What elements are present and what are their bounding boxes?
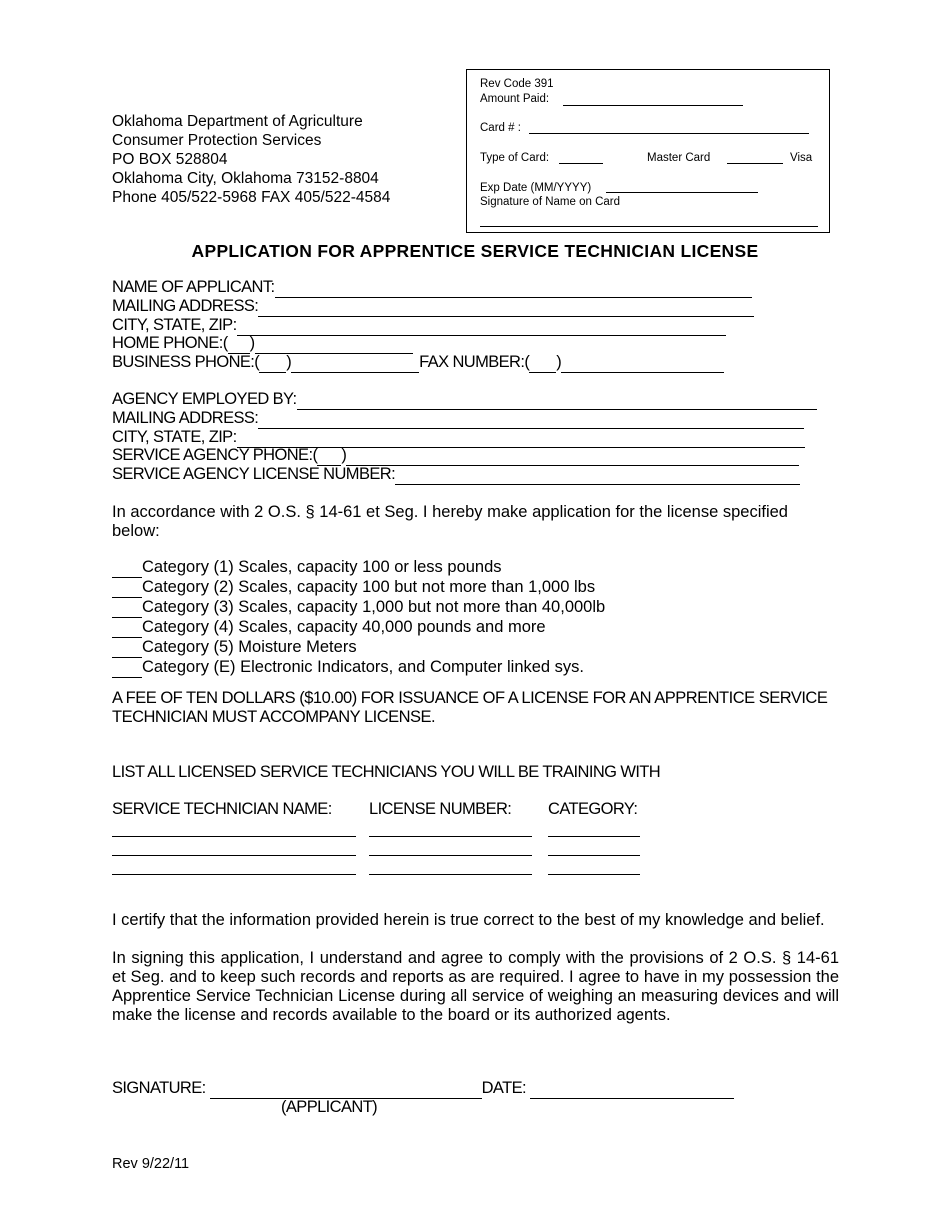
fax-area-code[interactable] (529, 353, 556, 373)
business-phone-label: BUSINESS PHONE: (112, 353, 255, 371)
tech-col-category: CATEGORY: (548, 800, 638, 818)
agency-license-label: SERVICE AGENCY LICENSE NUMBER: (112, 465, 396, 483)
applicant-city-field[interactable] (237, 316, 726, 336)
tech-category-field[interactable] (548, 874, 640, 875)
tech-license-field[interactable] (369, 874, 532, 875)
exp-date-field[interactable] (606, 192, 758, 193)
category-check[interactable] (112, 618, 142, 638)
rev-code: Rev Code 391 (480, 78, 554, 90)
business-phone-paren-close: ) (286, 353, 292, 371)
category-label: Category (1) Scales, capacity 100 or less pounds (142, 558, 502, 576)
agency-phone-paren-close: ) (341, 446, 347, 464)
agency-mailing-row (112, 409, 804, 429)
tech-col-name: SERVICE TECHNICIAN NAME: (112, 800, 332, 818)
category-label: Category (3) Scales, capacity 1,000 but not more than 40,000lb (142, 598, 606, 616)
agency-city-row (112, 428, 805, 448)
amount-paid-label: Amount Paid: (480, 93, 550, 105)
business-phone-field[interactable] (291, 353, 419, 373)
home-phone-field[interactable] (255, 334, 413, 354)
home-phone-area-code[interactable] (228, 334, 250, 354)
fax-field[interactable] (561, 353, 724, 373)
card-number-label: Card # : (480, 122, 521, 134)
applicant-mailing-field[interactable] (258, 297, 754, 317)
category-list (112, 558, 605, 678)
agency-phone-field[interactable] (346, 446, 799, 466)
signature-row (112, 1079, 734, 1099)
agency-phone: Phone 405/522-5968 FAX 405/522-4584 (112, 189, 391, 206)
visa-check[interactable] (727, 163, 783, 164)
master-card-label: Master Card (647, 152, 711, 164)
category-check[interactable] (112, 578, 142, 598)
accordance-text: In accordance with 2 O.S. § 14-61 et Seg. I hereby make application for the license specified below: (112, 503, 788, 540)
type-of-card-label: Type of Card: (480, 152, 550, 164)
tech-license-field[interactable] (369, 836, 532, 837)
signature-on-card-label: Signature of Name on Card (480, 196, 620, 208)
home-phone-paren-close: ) (249, 334, 255, 352)
fee-text: A FEE OF TEN DOLLARS ($10.00) FOR ISSUANCE OF A LICENSE FOR AN APPRENTICE SERVICE TECHNICIAN MUST ACCOMPANY LICENSE. (112, 689, 828, 726)
applicant-city-label: CITY, STATE, ZIP: (112, 316, 237, 334)
tech-name-field[interactable] (112, 855, 356, 856)
master-card-check[interactable] (559, 163, 603, 164)
category-check[interactable] (112, 598, 142, 618)
signature-field[interactable] (210, 1079, 482, 1099)
tech-license-field[interactable] (369, 855, 532, 856)
category-item (112, 638, 605, 658)
agency-license-row (112, 465, 800, 485)
revision-date: Rev 9/22/11 (112, 1156, 190, 1172)
business-phone-row (112, 353, 724, 373)
agency-phone-row (112, 446, 799, 466)
category-label: Category (2) Scales, capacity 100 but not more than 1,000 lbs (142, 578, 596, 596)
agency-employed-row (112, 390, 817, 410)
business-phone-paren-open: ( (254, 353, 260, 371)
agency-mailing-label: MAILING ADDRESS: (112, 409, 259, 427)
card-number-field[interactable] (529, 133, 809, 134)
fax-label: FAX NUMBER: (419, 353, 525, 371)
applicant-name-label: NAME OF APPLICANT: (112, 278, 275, 296)
agency-phone-paren-open: ( (312, 446, 318, 464)
category-label: Category (5) Moisture Meters (142, 638, 357, 656)
agency-name: Oklahoma Department of Agriculture (112, 113, 363, 130)
agency-city-field[interactable] (237, 428, 805, 448)
exp-date-label: Exp Date (MM/YYYY) (480, 182, 592, 194)
agency-employed-label: AGENCY EMPLOYED BY: (112, 390, 297, 408)
agency-phone-area-code[interactable] (317, 446, 341, 466)
category-item (112, 558, 605, 578)
agency-division: Consumer Protection Services (112, 132, 322, 149)
list-heading: LIST ALL LICENSED SERVICE TECHNICIANS YOU WILL BE TRAINING WITH (112, 763, 661, 781)
fax-paren-close: ) (556, 353, 562, 371)
tech-name-field[interactable] (112, 836, 356, 837)
category-label: Category (4) Scales, capacity 40,000 pounds and more (142, 618, 546, 636)
certify-text: I certify that the information provided herein is true correct to the best of my knowledge and belief. (112, 911, 825, 929)
category-item (112, 598, 605, 618)
visa-label: Visa (790, 152, 813, 164)
amount-paid-field[interactable] (563, 105, 743, 106)
date-label: DATE: (481, 1079, 526, 1097)
payment-box (466, 69, 830, 233)
agency-city-label: CITY, STATE, ZIP: (112, 428, 237, 446)
applicant-mailing-label: MAILING ADDRESS: (112, 297, 259, 315)
form-title: APPLICATION FOR APPRENTICE SERVICE TECHNICIAN LICENSE (191, 241, 759, 261)
applicant-mailing-row (112, 297, 754, 317)
agency-phone-label: SERVICE AGENCY PHONE: (112, 446, 313, 464)
home-phone-row (112, 334, 413, 354)
agency-address (112, 112, 390, 207)
tech-category-field[interactable] (548, 836, 640, 837)
business-phone-area-code[interactable] (259, 353, 286, 373)
home-phone-paren-open: ( (222, 334, 228, 352)
signature-on-card-field[interactable] (480, 226, 818, 227)
category-check[interactable] (112, 638, 142, 658)
fax-paren-open: ( (524, 353, 530, 371)
agency-mailing-field[interactable] (258, 409, 804, 429)
agency-license-field[interactable] (395, 465, 800, 485)
category-item (112, 658, 605, 678)
agency-po-box: PO BOX 528804 (112, 151, 228, 168)
category-check[interactable] (112, 658, 142, 678)
home-phone-label: HOME PHONE: (112, 334, 223, 352)
agency-city: Oklahoma City, Oklahoma 73152-8804 (112, 170, 379, 187)
applicant-name-field[interactable] (275, 278, 752, 298)
agency-employed-field[interactable] (297, 390, 817, 410)
date-field[interactable] (530, 1079, 734, 1099)
category-label: Category (E) Electronic Indicators, and Computer linked sys. (142, 658, 585, 676)
signature-label: SIGNATURE: (112, 1079, 206, 1097)
category-check[interactable] (112, 558, 142, 578)
applicant-caption: (APPLICANT) (281, 1098, 378, 1116)
applicant-city-row (112, 316, 726, 336)
tech-name-field[interactable] (112, 874, 356, 875)
applicant-name-row (112, 278, 752, 298)
category-item (112, 618, 605, 638)
tech-col-license: LICENSE NUMBER: (369, 800, 512, 818)
category-item (112, 578, 605, 598)
agreement-text: In signing this application, I understand and agree to comply with the provisions of 2 O.S. § 14-61 et Seg. and to keep such records and reports as are required. I agree to have in my possession the Apprentice Service Technician License during all service of weighing an measuring devices and will make the license and records available to the board or its authorized agents. (112, 949, 839, 1024)
tech-category-field[interactable] (548, 855, 640, 856)
